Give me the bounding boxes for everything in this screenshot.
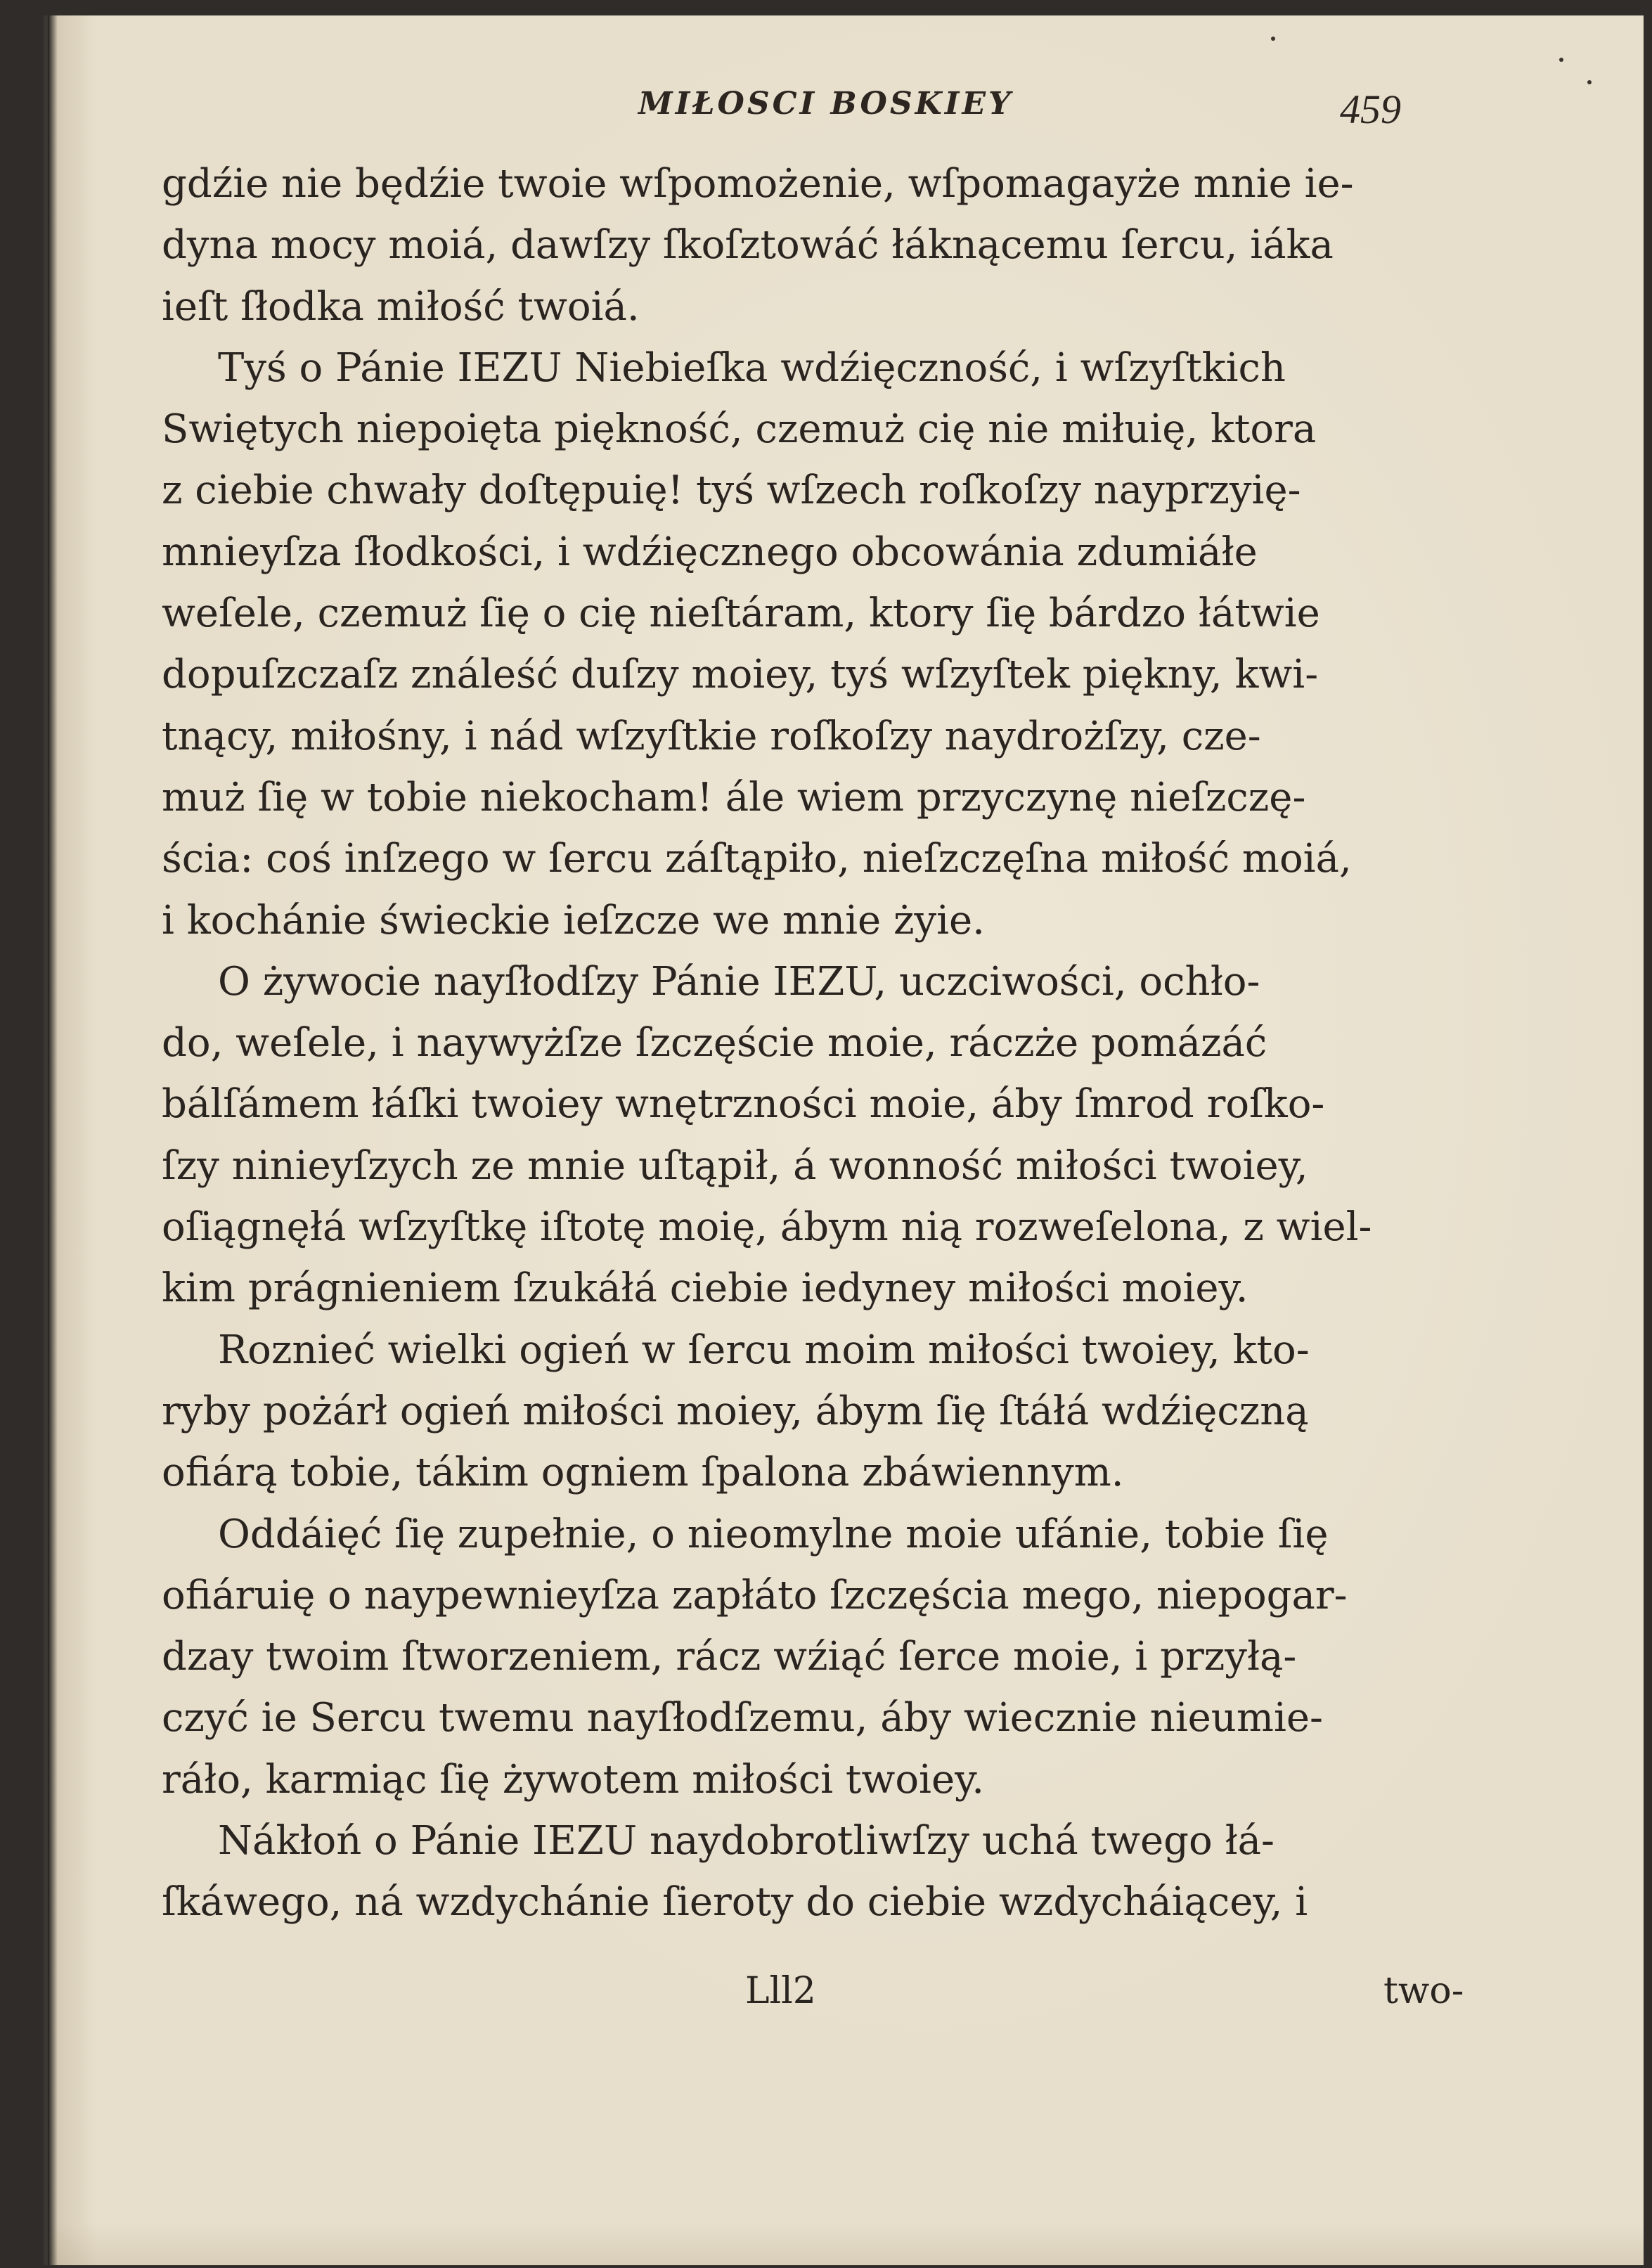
- text-line: bálſámem łáſki twoiey wnętrzności moie, áby ſmrod roſko-: [162, 1081, 1325, 1128]
- text-line: tnący, miłośny, i nád wſzyſtkie roſkoſzy naydrożſzy, cze-: [162, 713, 1261, 759]
- text-line: muż ſię w tobie niekocham! ále wiem przyczynę nieſzczę-: [162, 774, 1306, 820]
- text-line: oſiągnęłá wſzyſtkę iſtotę moię, ábym nią rozweſelona, z wiel-: [162, 1204, 1372, 1251]
- text-line: weſele, czemuż ſię o cię nieſtáram, ktory ſię bárdzo łátwie: [162, 591, 1320, 637]
- body-text: [162, 153, 1532, 1933]
- text-line: Swiętych niepoięta piękność, czemuż cię nie miłuię, ktora: [162, 406, 1317, 453]
- text-line: ſkáwego, ná wzdychánie ſieroty do ciebie wzdycháiącey, i: [162, 1879, 1308, 1926]
- text-line: gdźie nie będźie twoie wſpomożenie, wſpomagayże mnie ie-: [162, 161, 1354, 207]
- text-line: z ciebie chwały doſtępuię! tyś wſzech roſkoſzy nayprzyię-: [162, 468, 1301, 514]
- text-line: ofiárą tobie, tákim ogniem ſpalona zbáwiennym.: [162, 1450, 1124, 1496]
- text-line: dyna mocy moiá, dawſzy ſkoſztowáć łáknącemu ſercu, iáka: [162, 222, 1334, 269]
- text-line: dopuſzczaſz ználeść duſzy moiey, tyś wſzyſtek piękny, kwi-: [162, 652, 1319, 698]
- paragraph-first-line: Roznieć wielki ogień w ſercu moim miłości twoiey, kto-: [218, 1327, 1310, 1373]
- page-footer: [48, 1970, 1644, 2026]
- text-line: ráło, karmiąc ſię żywotem miłości twoiey.: [162, 1756, 985, 1803]
- paragraph-first-line: Tyś o Pánie IEZU Niebieſka wdźięczność, i wſzyſtkich: [218, 344, 1286, 391]
- gutter-shadow: [48, 15, 58, 2265]
- text-line: ieſt ſłodka miłość twoiá.: [162, 283, 640, 330]
- catchword: two-: [1383, 1970, 1464, 2012]
- text-line: czyć ie Sercu twemu nayſłodſzemu, áby wiecznie nieumie-: [162, 1695, 1323, 1741]
- text-line: kim prágnieniem ſzukáłá ciebie iedyney miłości moiey.: [162, 1265, 1248, 1312]
- text-line: mnieyſza ſłodkości, i wdźięcznego obcowánia zdumiáłe: [162, 529, 1258, 575]
- text-line: dzay twoim ſtworzeniem, rácz wźiąć ſerce moie, i przyłą-: [162, 1634, 1297, 1680]
- text-line: ofiáruię o naypewnieyſza zapłáto ſzczęścia mego, niepogar-: [162, 1572, 1348, 1618]
- paper-speck: [1559, 58, 1563, 62]
- running-head: MIŁOSCI BOSKIEY: [638, 86, 1014, 122]
- page-number: 459: [1340, 86, 1401, 132]
- page-header: [48, 86, 1644, 142]
- paragraph-first-line: O żywocie nayſłodſzy Pánie IEZU, uczciwości, ochło-: [218, 958, 1260, 1005]
- text-line: ryby pożárł ogień miłości moiey, ábym ſię ſtáłá wdźięczną: [162, 1388, 1309, 1434]
- paragraph-first-line: Nákłoń o Pánie IEZU naydobrotliwſzy uchá twego łá-: [218, 1818, 1275, 1864]
- paper-speck: [1271, 37, 1275, 41]
- text-line: ſzy ninieyſzych ze mnie uſtąpił, á wonność miłości twoiey,: [162, 1142, 1308, 1189]
- book-page: [44, 15, 1644, 2265]
- signature-mark: Lll2: [745, 1970, 816, 2012]
- paragraph-first-line: Oddáięć ſię zupełnie, o nieomylne moie ufánie, tobie ſię: [218, 1511, 1329, 1557]
- paper-speck: [1587, 80, 1592, 84]
- text-line: ścia: coś inſzego w ſercu záſtąpiło, nieſzczęſna miłość moiá,: [162, 836, 1352, 882]
- text-line: i kochánie świeckie ieſzcze we mnie żyie.: [162, 897, 985, 943]
- text-line: do, weſele, i naywyżſze ſzczęście moie, ráczże pomázáć: [162, 1020, 1267, 1067]
